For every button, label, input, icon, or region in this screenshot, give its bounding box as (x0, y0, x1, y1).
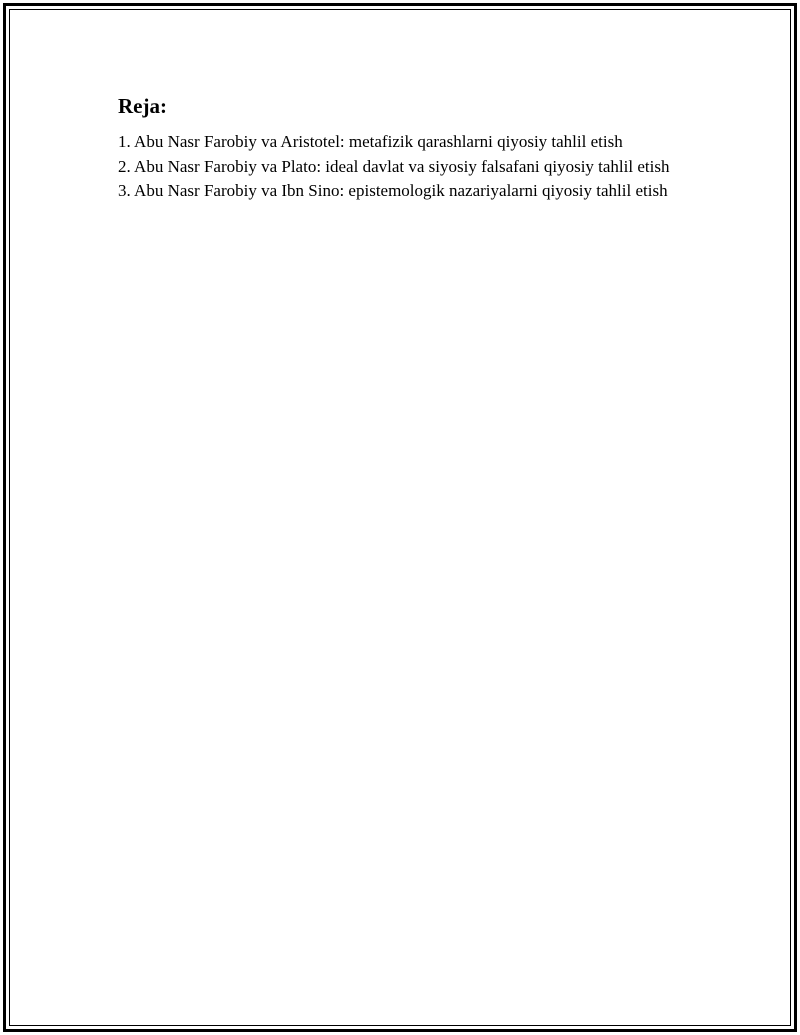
plan-item-3: 3. Abu Nasr Farobiy va Ibn Sino: epistemologik nazariyalarni qiyosiy tahlil etish (118, 181, 668, 200)
plan-heading: Reja: (118, 94, 167, 118)
plan-item-2: 2. Abu Nasr Farobiy va Plato: ideal davlat va siyosiy falsafani qiyosiy tahlil etish (118, 156, 670, 176)
document-body (118, 92, 688, 204)
plan-item-1: 1. Abu Nasr Farobiy va Aristotel: metafizik qarashlarni qiyosiy tahlil etish (118, 132, 623, 151)
plan-list (118, 130, 688, 204)
